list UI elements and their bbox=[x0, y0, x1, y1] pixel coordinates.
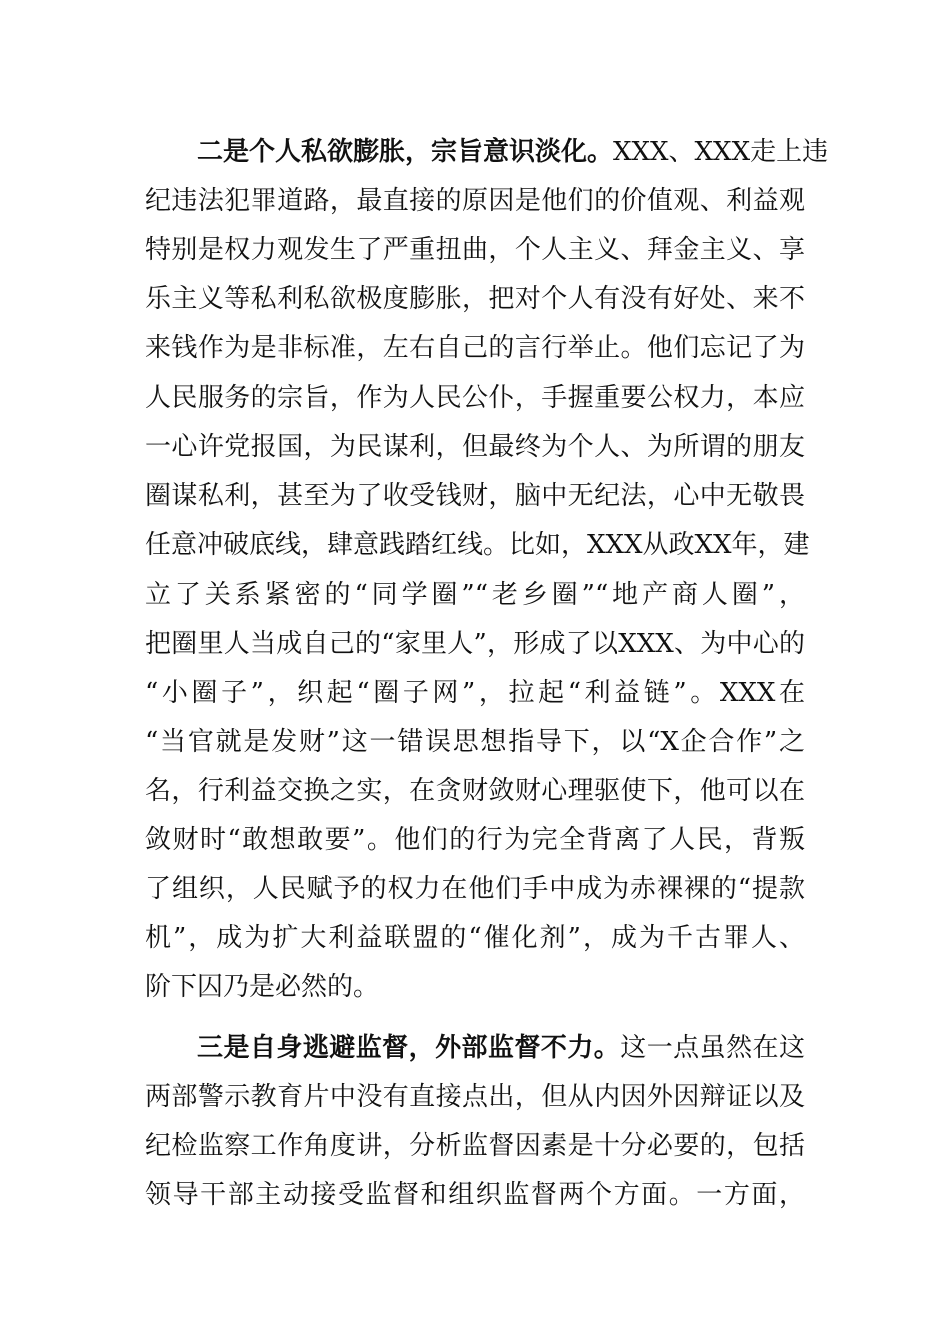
paragraph-2-line-16: 了组织，人民赋予的权力在他们手中成为赤裸裸的“提款 bbox=[145, 874, 805, 904]
paragraph-2-line-1 bbox=[197, 132, 829, 172]
paragraph-2-line-4: 乐主义等私利私欲极度膨胀，把对个人有没有好处、来不 bbox=[145, 284, 805, 314]
paragraph-2-line-12: “小圈子”，织起“圈子网”，拉起“利益链”。XXX在 bbox=[145, 678, 805, 708]
paragraph-2-line-6: 人民服务的宗旨，作为人民公仆，手握重要公权力，本应 bbox=[145, 383, 805, 413]
paragraph-3-line-3: 纪检监察工作角度讲，分析监督因素是十分必要的，包括 bbox=[145, 1131, 805, 1161]
paragraph-2-line-5: 来钱作为是非标准，左右自己的言行举止。他们忘记了为 bbox=[145, 333, 805, 363]
paragraph-2-line-2: 纪违法犯罪道路，最直接的原因是他们的价值观、利益观 bbox=[145, 186, 805, 216]
paragraph-3-line-1-text: 这一点虽然在这 bbox=[620, 1033, 805, 1063]
paragraph-2-line-17: 机”，成为扩大利益联盟的“催化剂”，成为千古罪人、 bbox=[145, 923, 805, 953]
paragraph-2-line-11: 把圈里人当成自己的“家里人”，形成了以XXX、为中心的 bbox=[145, 629, 805, 659]
paragraph-2-line-7: 一心许党报国，为民谋利，但最终为个人、为所谓的朋友 bbox=[145, 432, 805, 462]
paragraph-2-line-3: 特别是权力观发生了严重扭曲，个人主义、拜金主义、享 bbox=[145, 235, 805, 265]
paragraph-2-line-1-text: XXX、XXX走上违 bbox=[613, 137, 829, 167]
paragraph-3-heading: 三是自身逃避监督，外部监督不力。 bbox=[197, 1033, 621, 1063]
paragraph-2-line-14: 名，行利益交换之实，在贪财敛财心理驱使下，他可以在 bbox=[145, 776, 805, 806]
paragraph-2-line-10: 立了关系紧密的“同学圈”“老乡圈”“地产商人圈”， bbox=[145, 580, 805, 610]
paragraph-2-line-9: 任意冲破底线，肆意践踏红线。比如，XXX从政XX年，建 bbox=[145, 530, 810, 560]
paragraph-2-heading: 二是个人私欲膨胀，宗旨意识淡化。 bbox=[197, 137, 614, 167]
paragraph-2-line-13: “当官就是发财”这一错误思想指导下，以“X企合作”之 bbox=[145, 727, 805, 757]
paragraph-2-line-18: 阶下囚乃是必然的。 bbox=[145, 972, 380, 1002]
paragraph-2-line-15: 敛财时“敢想敢要”。他们的行为完全背离了人民，背叛 bbox=[145, 825, 805, 855]
paragraph-3-line-4: 领导干部主动接受监督和组织监督两个方面。一方面， bbox=[145, 1180, 805, 1210]
paragraph-3-line-1 bbox=[197, 1028, 805, 1068]
paragraph-3-line-2: 两部警示教育片中没有直接点出，但从内因外因辩证以及 bbox=[145, 1082, 805, 1112]
paragraph-2-line-8: 圈谋私利，甚至为了收受钱财，脑中无纪法，心中无敬畏 bbox=[145, 481, 805, 511]
